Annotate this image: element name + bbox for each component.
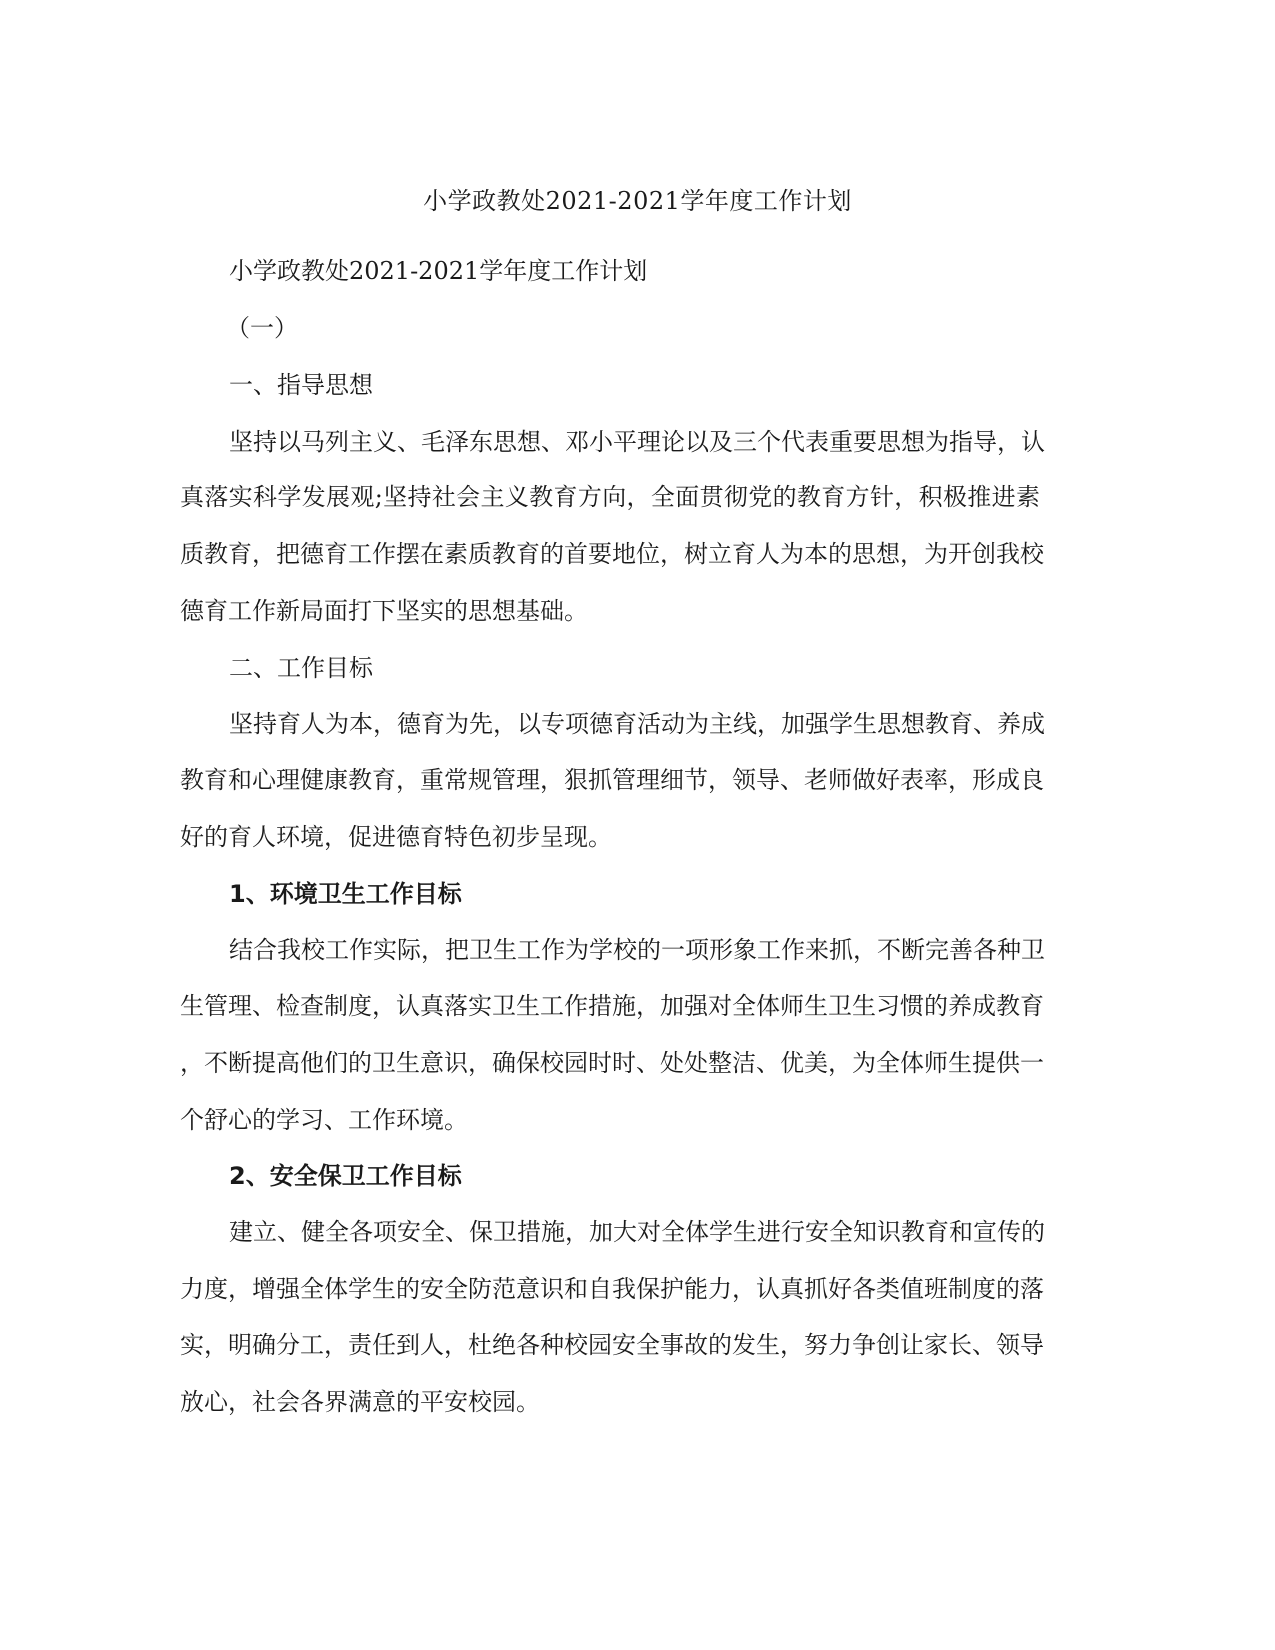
part-label: （一） bbox=[226, 314, 298, 342]
paragraph-line: 坚持育人为本，德育为先，以专项德育活动为主线，加强学生思想教育、养成 bbox=[229, 710, 1045, 738]
paragraph-line: 生管理、检查制度，认真落实卫生工作措施，加强对全体师生卫生习惯的养成教育 bbox=[180, 992, 1044, 1020]
paragraph-line: 真落实科学发展观;坚持社会主义教育方向，全面贯彻党的教育方针，积极推进素 bbox=[180, 483, 1040, 511]
paragraph-line: 好的育人环境，促进德育特色初步呈现。 bbox=[180, 823, 612, 851]
paragraph-line: 坚持以马列主义、毛泽东思想、邓小平理论以及三个代表重要思想为指导，认 bbox=[229, 428, 1045, 456]
subsection-heading: 2、安全保卫工作目标 bbox=[229, 1162, 462, 1190]
section-heading: 一、指导思想 bbox=[229, 371, 373, 399]
paragraph-line: 放心，社会各界满意的平安校园。 bbox=[180, 1388, 540, 1416]
paragraph-line: 个舒心的学习、工作环境。 bbox=[180, 1106, 468, 1134]
document-title: 小学政教处2021-2021学年度工作计划 bbox=[423, 187, 852, 215]
subsection-heading: 1、环境卫生工作目标 bbox=[229, 880, 462, 908]
section-heading: 二、工作目标 bbox=[229, 654, 373, 682]
paragraph-line: 建立、健全各项安全、保卫措施，加大对全体学生进行安全知识教育和宣传的 bbox=[229, 1218, 1045, 1246]
document-subtitle: 小学政教处2021-2021学年度工作计划 bbox=[229, 257, 648, 285]
paragraph-line: 力度，增强全体学生的安全防范意识和自我保护能力，认真抓好各类值班制度的落 bbox=[180, 1275, 1044, 1303]
paragraph-line: 实，明确分工，责任到人，杜绝各种校园安全事故的发生，努力争创让家长、领导 bbox=[180, 1331, 1044, 1359]
paragraph-line: 德育工作新局面打下坚实的思想基础。 bbox=[180, 597, 588, 625]
paragraph-line: ，不断提高他们的卫生意识，确保校园时时、处处整洁、优美，为全体师生提供一 bbox=[180, 1049, 1044, 1077]
paragraph-line: 质教育，把德育工作摆在素质教育的首要地位，树立育人为本的思想，为开创我校 bbox=[180, 540, 1044, 568]
paragraph-line: 结合我校工作实际，把卫生工作为学校的一项形象工作来抓，不断完善各种卫 bbox=[229, 936, 1045, 964]
paragraph-line: 教育和心理健康教育，重常规管理，狠抓管理细节，领导、老师做好表率，形成良 bbox=[180, 766, 1044, 794]
